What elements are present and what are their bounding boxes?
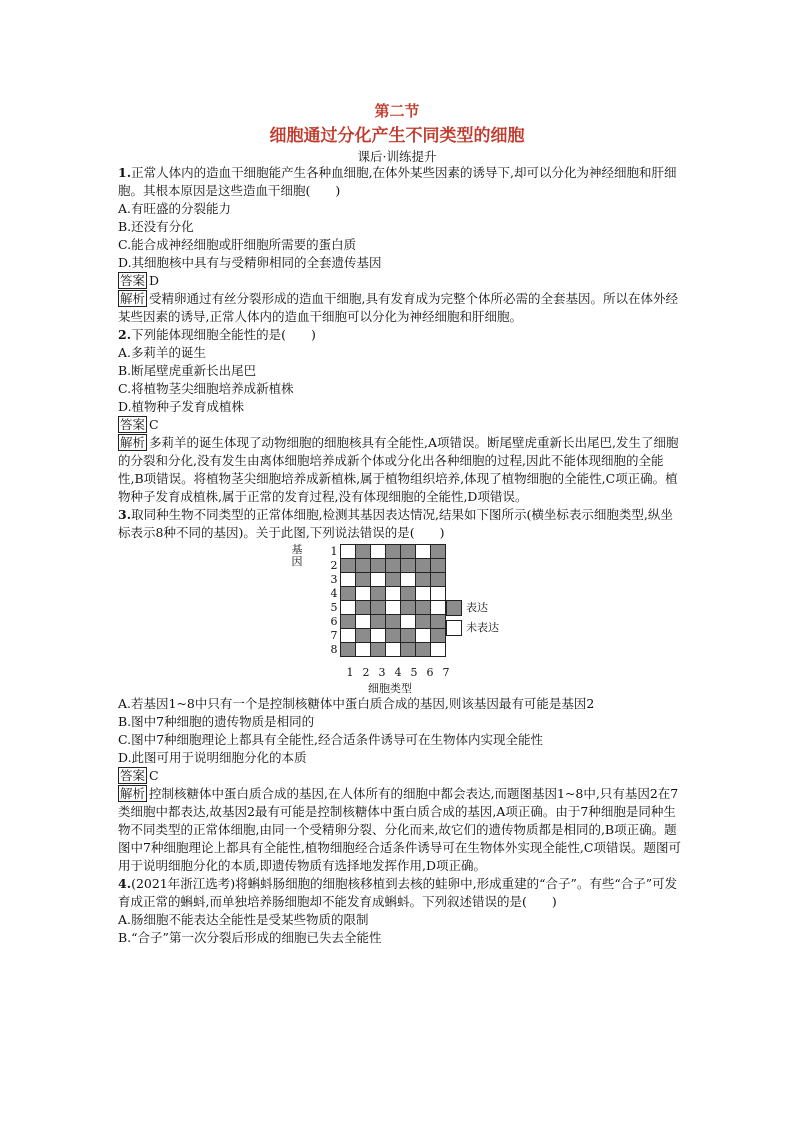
x-tick-label: 5 xyxy=(410,666,418,679)
legend-swatch-expressed xyxy=(446,600,462,616)
row-label: 3 xyxy=(330,573,338,586)
question-3-analysis: 解析 控制核糖体中蛋白质合成的基因,在人体所有的细胞中都会表达,而题图基因1~8中,只有基因2在7类细胞中都表达,故基因2最有可能是控制核糖体中蛋白质合成的基因,A项正确。由于7种细胞是同种生物不同类型的正常体细胞,由同一个受精卵分裂、分化而来,故它们的遗传物质都是相同的,B项正确。题图中7种细胞理论上都具有全能性,植物细胞经合适条件诱导可在生物体外实现全能性,C项错误。题图可用于说明细胞分化的本质,即遗传物质有选择地发挥作用,D项正确。 xyxy=(118,786,681,873)
cell-expressed xyxy=(371,559,386,573)
cell-expressed xyxy=(341,559,356,573)
x-tick-label: 4 xyxy=(394,666,402,679)
grid-row xyxy=(328,643,446,657)
answer-tag: 答案 xyxy=(120,417,146,432)
cell-expressed xyxy=(416,601,431,615)
cell-expressed xyxy=(386,545,401,559)
cell-not-expressed xyxy=(386,601,401,615)
row-label: 7 xyxy=(330,629,338,642)
cell-expressed xyxy=(371,601,386,615)
row-label: 4 xyxy=(330,587,338,600)
cell-not-expressed xyxy=(356,615,371,629)
cell-expressed xyxy=(431,573,446,587)
cell-not-expressed xyxy=(371,545,386,559)
question-1-option-c: C.能合成神经细胞或肝细胞所需要的蛋白质 xyxy=(118,237,357,252)
cell-expressed xyxy=(401,643,416,657)
cell-not-expressed xyxy=(356,587,371,601)
cell-expressed xyxy=(371,587,386,601)
x-tick-label: 2 xyxy=(362,666,370,679)
cell-not-expressed xyxy=(341,601,356,615)
cell-expressed xyxy=(386,629,401,643)
question-3-answer: 答案 C xyxy=(120,768,159,783)
grid-row xyxy=(328,601,446,615)
question-2-option-c: C.将植物茎尖细胞培养成新植株 xyxy=(118,381,294,396)
analysis-tag: 解析 xyxy=(120,291,146,306)
question-3-stem: 3.取同种生物不同类型的正常体细胞,检测其基因表达情况,结果如下图所示(横坐标表示细胞类型,纵坐标表示8种不同的基因)。关于此图,下列说法错误的是( ) xyxy=(118,507,673,540)
cell-expressed xyxy=(341,615,356,629)
cell-expressed xyxy=(371,643,386,657)
question-1-answer: 答案 D xyxy=(120,273,160,288)
grid-row xyxy=(328,615,446,629)
cell-not-expressed xyxy=(341,629,356,643)
question-1-option-a: A.有旺盛的分裂能力 xyxy=(118,201,232,216)
cell-expressed xyxy=(341,587,356,601)
cell-expressed xyxy=(386,615,401,629)
question-2-option-b: B.断尾壁虎重新长出尾巴 xyxy=(118,363,257,378)
cell-expressed xyxy=(431,629,446,643)
cell-not-expressed xyxy=(431,601,446,615)
x-axis-label: 细胞类型 xyxy=(368,682,412,695)
analysis-tag: 解析 xyxy=(120,435,146,450)
gene-expression-figure xyxy=(118,542,684,695)
question-1-option-d: D.其细胞核中具有与受精卵相同的全套遗传基因 xyxy=(118,255,382,270)
cell-expressed xyxy=(431,545,446,559)
cell-expressed xyxy=(401,559,416,573)
question-1-analysis: 解析 受精卵通过有丝分裂形成的造血干细胞,具有发育成为完整个体所必需的全套基因。所以在体外经某些因素的诱导,正常人体内的造血干细胞可以分化为神经细胞和肝细胞。 xyxy=(118,291,678,324)
grid-row xyxy=(328,629,446,643)
row-label: 2 xyxy=(330,559,338,572)
cell-expressed xyxy=(386,573,401,587)
x-tick-label: 7 xyxy=(442,666,450,679)
page-subtitle: 课后·训练提升 xyxy=(357,149,437,164)
cell-expressed xyxy=(356,559,371,573)
cell-expressed xyxy=(341,643,356,657)
question-4-stem: 4.(2021年浙江选考)将蝌蚪肠细胞的细胞核移植到去核的蛙卵中,形成重建的“合子”。有些“合子”可发育成正常的蝌蚪,而单独培养肠细胞却不能发育成蝌蚪。下列叙述错误的是( ) xyxy=(118,876,678,909)
question-4-option-a: A.肠细胞不能表达全能性是受某些物质的限制 xyxy=(118,912,369,927)
cell-not-expressed xyxy=(416,545,431,559)
answer-tag: 答案 xyxy=(120,273,146,288)
grid-row xyxy=(328,587,446,601)
cell-not-expressed xyxy=(356,643,371,657)
question-3-option-c: C.图中7种细胞理论上都具有全能性,经合适条件诱导可在生物体内实现全能性 xyxy=(118,732,544,747)
cell-expressed xyxy=(431,615,446,629)
cell-not-expressed xyxy=(431,587,446,601)
row-label: 5 xyxy=(330,601,338,614)
question-1-option-b: B.还没有分化 xyxy=(118,219,194,234)
legend xyxy=(446,598,499,638)
question-2-analysis: 解析 多莉羊的诞生体现了动物细胞的细胞核具有全能性,A项错误。断尾壁虎重新长出尾巴,发生了细胞的分裂和分化,没有发生由离体细胞培养成新个体或分化出各种细胞的过程,因此不能体现细胞的全能性,B项错误。将植物茎尖细胞培养成新植株,属于植物组织培养,体现了植物细胞的全能性,C项正确。植物种子发育成植株,属于正常的发育过程,没有体现细胞的全能性,D项错误。 xyxy=(118,435,679,504)
question-1-stem: 1.正常人体内的造血干细胞能产生各种血细胞,在体外某些因素的诱导下,却可以分化为神经细胞和肝细胞。其根本原因是这些造血干细胞( ) xyxy=(118,165,677,198)
cell-not-expressed xyxy=(401,615,416,629)
cell-not-expressed xyxy=(401,573,416,587)
cell-expressed xyxy=(371,615,386,629)
cell-expressed xyxy=(356,629,371,643)
question-3-option-b: B.图中7种细胞的遗传物质是相同的 xyxy=(118,714,315,729)
cell-expressed xyxy=(431,559,446,573)
cell-not-expressed xyxy=(416,629,431,643)
legend-not-expressed: 未表达 xyxy=(446,618,499,638)
y-axis-label: 基因 xyxy=(291,543,303,568)
question-4-option-b: B.“合子”第一次分裂后形成的细胞已失去全能性 xyxy=(118,930,382,945)
x-tick-label: 1 xyxy=(346,666,354,679)
cell-not-expressed xyxy=(371,573,386,587)
grid-row xyxy=(328,545,446,559)
x-tick-label: 6 xyxy=(426,666,434,679)
cell-expressed xyxy=(401,587,416,601)
expression-grid xyxy=(328,544,446,657)
row-label: 8 xyxy=(330,643,338,656)
question-content xyxy=(118,164,684,947)
section-heading: 第二节 xyxy=(374,102,420,120)
row-label: 1 xyxy=(330,545,338,558)
analysis-tag: 解析 xyxy=(120,786,146,801)
question-2-option-a: A.多莉羊的诞生 xyxy=(118,345,207,360)
question-2-stem: 2.下列能体现细胞全能性的是( ) xyxy=(118,327,316,342)
grid-row xyxy=(328,573,446,587)
cell-not-expressed xyxy=(431,643,446,657)
legend-expressed: 表达 xyxy=(446,598,499,618)
cell-expressed xyxy=(416,643,431,657)
cell-expressed xyxy=(356,545,371,559)
cell-expressed xyxy=(356,573,371,587)
cell-not-expressed xyxy=(386,643,401,657)
cell-not-expressed xyxy=(416,587,431,601)
page-title: 细胞通过分化产生不同类型的细胞 xyxy=(269,126,525,146)
x-tick-label: 3 xyxy=(378,666,386,679)
cell-not-expressed xyxy=(341,545,356,559)
cell-expressed xyxy=(401,629,416,643)
question-3-option-a: A.若基因1~8中只有一个是控制核糖体中蛋白质合成的基因,则该基因最有可能是基因2 xyxy=(118,696,595,711)
grid-row xyxy=(328,559,446,573)
answer-tag: 答案 xyxy=(120,768,146,783)
cell-not-expressed xyxy=(371,629,386,643)
cell-expressed xyxy=(416,615,431,629)
cell-expressed xyxy=(416,573,431,587)
cell-expressed xyxy=(401,601,416,615)
cell-not-expressed xyxy=(386,587,401,601)
cell-expressed xyxy=(416,559,431,573)
cell-expressed xyxy=(401,545,416,559)
question-2-answer: 答案 C xyxy=(120,417,159,432)
question-2-option-d: D.植物种子发育成植株 xyxy=(118,399,245,414)
cell-not-expressed xyxy=(341,573,356,587)
cell-expressed xyxy=(356,601,371,615)
cell-expressed xyxy=(386,559,401,573)
legend-swatch-not-expressed xyxy=(446,620,462,636)
row-label: 6 xyxy=(330,615,338,628)
question-3-option-d: D.此图可用于说明细胞分化的本质 xyxy=(118,750,307,765)
